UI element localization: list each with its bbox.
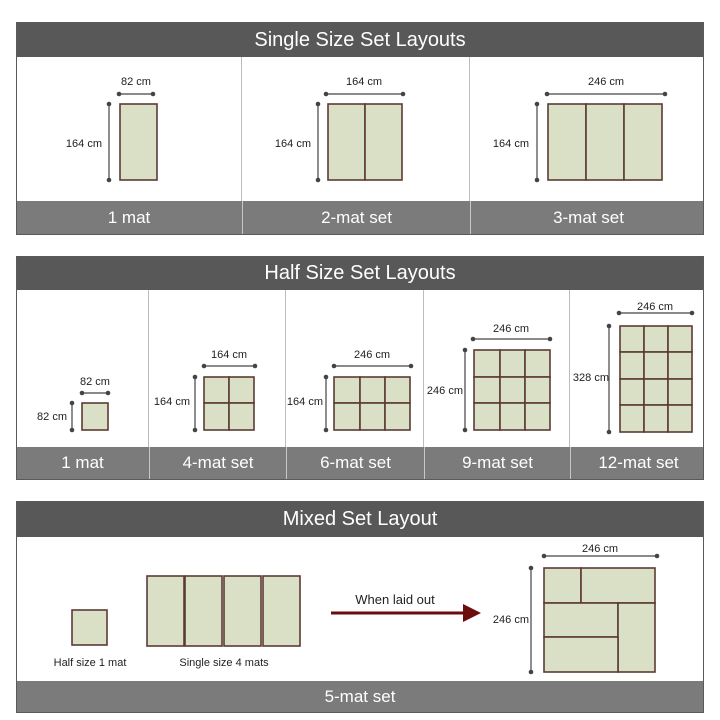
mat	[474, 403, 500, 430]
single-size-footer	[17, 201, 703, 234]
panel-label: 3-mat set	[470, 201, 706, 234]
width-label: 82 cm	[121, 76, 151, 88]
mat	[548, 104, 586, 180]
mat	[525, 377, 550, 403]
mat	[500, 377, 525, 403]
half-size-section	[16, 256, 704, 480]
mat	[620, 326, 644, 352]
mat	[82, 403, 108, 430]
mat	[544, 568, 581, 603]
mat	[644, 379, 668, 405]
height-label: 328 cm	[572, 372, 609, 384]
mixed-section	[16, 501, 704, 713]
mat	[668, 379, 692, 405]
height-label: 246 cm	[426, 385, 463, 397]
mat	[620, 405, 644, 432]
mat	[224, 576, 261, 646]
mat	[328, 104, 365, 180]
height-label: 164 cm	[492, 138, 529, 150]
mat	[229, 377, 254, 403]
mat	[525, 350, 550, 377]
single-1mat-diagram	[66, 76, 157, 182]
mat	[334, 403, 360, 430]
mat	[185, 576, 222, 646]
half-6mat-diagram	[287, 349, 413, 432]
mat	[120, 104, 157, 180]
panel-label: 2-mat set	[242, 201, 470, 234]
mat	[624, 104, 662, 180]
mat	[644, 405, 668, 432]
mat	[360, 377, 385, 403]
mixed-footer-label: 5-mat set	[324, 687, 396, 706]
laid-out-arrow	[331, 592, 481, 622]
mat	[72, 610, 107, 645]
width-label: 246 cm	[636, 301, 674, 313]
mat	[618, 603, 655, 672]
width-label: 82 cm	[80, 376, 110, 388]
panel-label: 1 mat	[61, 453, 104, 472]
mat-grid-12	[620, 326, 692, 432]
mat	[474, 377, 500, 403]
mixed-layout-diagram	[493, 543, 659, 674]
mat	[204, 377, 229, 403]
mat	[500, 403, 525, 430]
single-mats-caption: Single size 4 mats	[179, 657, 269, 669]
mat	[360, 403, 385, 430]
arrow-caption: When laid out	[355, 592, 435, 607]
height-label: 246 cm	[492, 614, 529, 626]
half-size-footer	[17, 447, 703, 479]
mat	[229, 403, 254, 430]
mat	[334, 377, 360, 403]
width-label: 164 cm	[345, 76, 383, 88]
height-label: 164 cm	[274, 138, 311, 150]
half-mat-caption: Half size 1 mat	[53, 657, 127, 669]
mat	[385, 377, 410, 403]
height-label: 82 cm	[37, 411, 67, 423]
height-label: 164 cm	[65, 138, 102, 150]
single-mats-example	[147, 576, 300, 669]
width-label: 246 cm	[581, 543, 619, 555]
panel-label: 12-mat set	[570, 447, 706, 479]
single-3mat-diagram	[493, 76, 667, 182]
panel-label: 9-mat set	[424, 447, 570, 479]
mixed-footer	[17, 681, 703, 712]
mat	[668, 326, 692, 352]
width-label: 246 cm	[492, 323, 530, 335]
width-label: 164 cm	[210, 349, 248, 361]
width-label: 246 cm	[353, 349, 391, 361]
mat	[644, 352, 668, 379]
single-size-section	[16, 22, 704, 235]
panel-label: 6-mat set	[286, 447, 424, 479]
panel-label: 1 mat	[107, 208, 151, 227]
mat	[263, 576, 300, 646]
height-label: 164 cm	[153, 396, 190, 408]
half-9mat-diagram	[427, 323, 552, 432]
half-mat-example	[54, 610, 127, 669]
mat	[581, 568, 655, 603]
mat	[668, 405, 692, 432]
panel-label: 4-mat set	[149, 447, 286, 479]
mat	[365, 104, 402, 180]
mat	[525, 403, 550, 430]
half-1mat-diagram	[37, 376, 110, 432]
mat	[668, 352, 692, 379]
mat	[544, 637, 618, 672]
mat	[500, 350, 525, 377]
mat	[586, 104, 624, 180]
mat	[385, 403, 410, 430]
height-label: 164 cm	[286, 396, 323, 408]
mat	[147, 576, 184, 646]
mixed-title: Mixed Set Layout	[282, 508, 438, 530]
half-12mat-diagram	[573, 301, 694, 434]
half-4mat-diagram	[154, 349, 257, 432]
half-size-title: Half Size Set Layouts	[264, 262, 456, 284]
mat	[474, 350, 500, 377]
single-2mat-diagram	[275, 76, 405, 182]
mat	[620, 352, 644, 379]
mat	[620, 379, 644, 405]
mat	[204, 403, 229, 430]
width-label: 246 cm	[587, 76, 625, 88]
mat	[544, 603, 618, 637]
single-size-title: Single Size Set Layouts	[254, 29, 466, 51]
mat	[644, 326, 668, 352]
